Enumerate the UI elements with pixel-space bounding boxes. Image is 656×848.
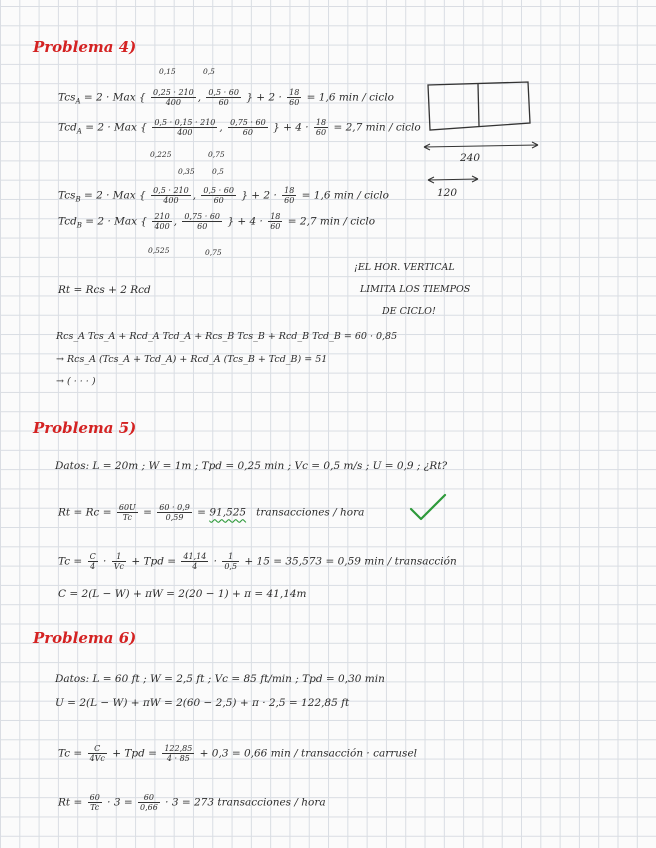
problem5-c-line: C = 2(L − W) + πW = 2(20 − 1) + π = 41,14m [58,588,307,600]
tcdB-bottom-2: 0,75 [205,248,222,257]
tcsA-top-1: 0,15 [159,67,176,76]
problem6-rt-equation: Rt = $\frac{60}{Tc}$ · 3 = $\frac{60}{0,66}$ · 3 = 273 transacciones / hora [58,793,326,812]
check-icon [408,492,448,522]
rt-result: 91,525 [209,506,247,519]
tcsB-top-1: 0,35 [178,167,195,176]
tcdA-bottom-2: 0,75 [208,150,225,159]
sum-line-3: → ( · · · ) [56,376,96,387]
note-line-3: DE CICLO! [382,306,436,317]
dim-120: 120 [437,187,458,199]
dim-240: 240 [460,152,481,164]
tcsB-equation: Tcs$_B$ = 2 · Max { $\frac{0,5 \cdot 210}{400}$ , $\frac{0,5 \cdot 60}{60}$ } + 2 · $\frac{18}{60}$ = 1,6 min / ciclo [58,186,389,205]
tcdB-equation: Tcd$_B$ = 2 · Max { $\frac{210}{400}$ , $\frac{0,75 \cdot 60}{60}$ } + 4 · $\frac{18}{60}$ = 2,7 min / ciclo [58,212,376,231]
sum-line-1: Rcs_A Tcs_A + Rcd_A Tcd_A + Rcs_B Tcs_B + Rcd_B Tcd_B = 60 · 0,85 [56,331,398,342]
tcsA-top-2: 0,5 [203,67,215,76]
problem6-tc-equation: Tc = $\frac{C}{4Vc}$ + Tpd = $\frac{122,85}{4 \cdot 85}$ + 0,3 = 0,66 min / transacción · carrusel [58,744,418,763]
problem5-tc-equation: Tc = $\frac{C}{4}$ · $\frac{1}{Vc}$ + Tpd = $\frac{41,14}{4}$ · $\frac{1}{0,5}$ + 15 = 35,573 = 0,59 min / transacción [58,552,457,571]
problem4-title: Problema 4) [33,38,137,56]
tcsA-equation: Tcs$_A$ = 2 · Max { $\frac{0,25 \cdot 210}{400}$ , $\frac{0,5 \cdot 60}{60}$ } + 2 · $\frac{18}{60}$ = 1,6 min / ciclo [58,88,394,107]
problem5-rt-equation: Rt = Rc = $\frac{60U}{Tc}$ = $\frac{60 \cdot 0,9}{0,59}$ = 91,525 transacciones / hora [58,503,365,522]
tcdA-equation: Tcd$_A$ = 2 · Max { $\frac{0,5 \cdot 0,15 \cdot 210}{400}$ , $\frac{0,75 \cdot 60}{60}$ } + 4 · $\frac{18}{60}$ = 2,7 min / ciclo [58,118,421,137]
tcsB-top-2: 0,5 [212,167,224,176]
rt-line-4: Rt = Rcs + 2 Rcd [58,284,151,296]
problem5-datos: Datos: L = 20m ; W = 1m ; Tpd = 0,25 min ; Vc = 0,5 m/s ; U = 0,9 ; ¿Rt? [55,460,448,472]
note-line-2: LIMITA LOS TIEMPOS [360,284,471,295]
problem5-title: Problema 5) [33,419,137,437]
problem6-datos: Datos: L = 60 ft ; W = 2,5 ft ; Vc = 85 ft/min ; Tpd = 0,30 min [55,673,385,685]
sum-line-2: → Rcs_A (Tcs_A + Tcd_A) + Rcd_A (Tcs_B + Tcd_B) = 51 [56,354,328,365]
rack-sketch [420,75,550,205]
note-line-1: ¡EL HOR. VERTICAL [354,262,455,273]
tcdB-bottom-1: 0,525 [148,246,170,255]
problem6-title: Problema 6) [33,629,137,647]
problem6-u-line: U = 2(L − W) + πW = 2(60 − 2,5) + π · 2,5 = 122,85 ft [55,697,350,709]
tcdA-bottom-1: 0,225 [150,150,172,159]
